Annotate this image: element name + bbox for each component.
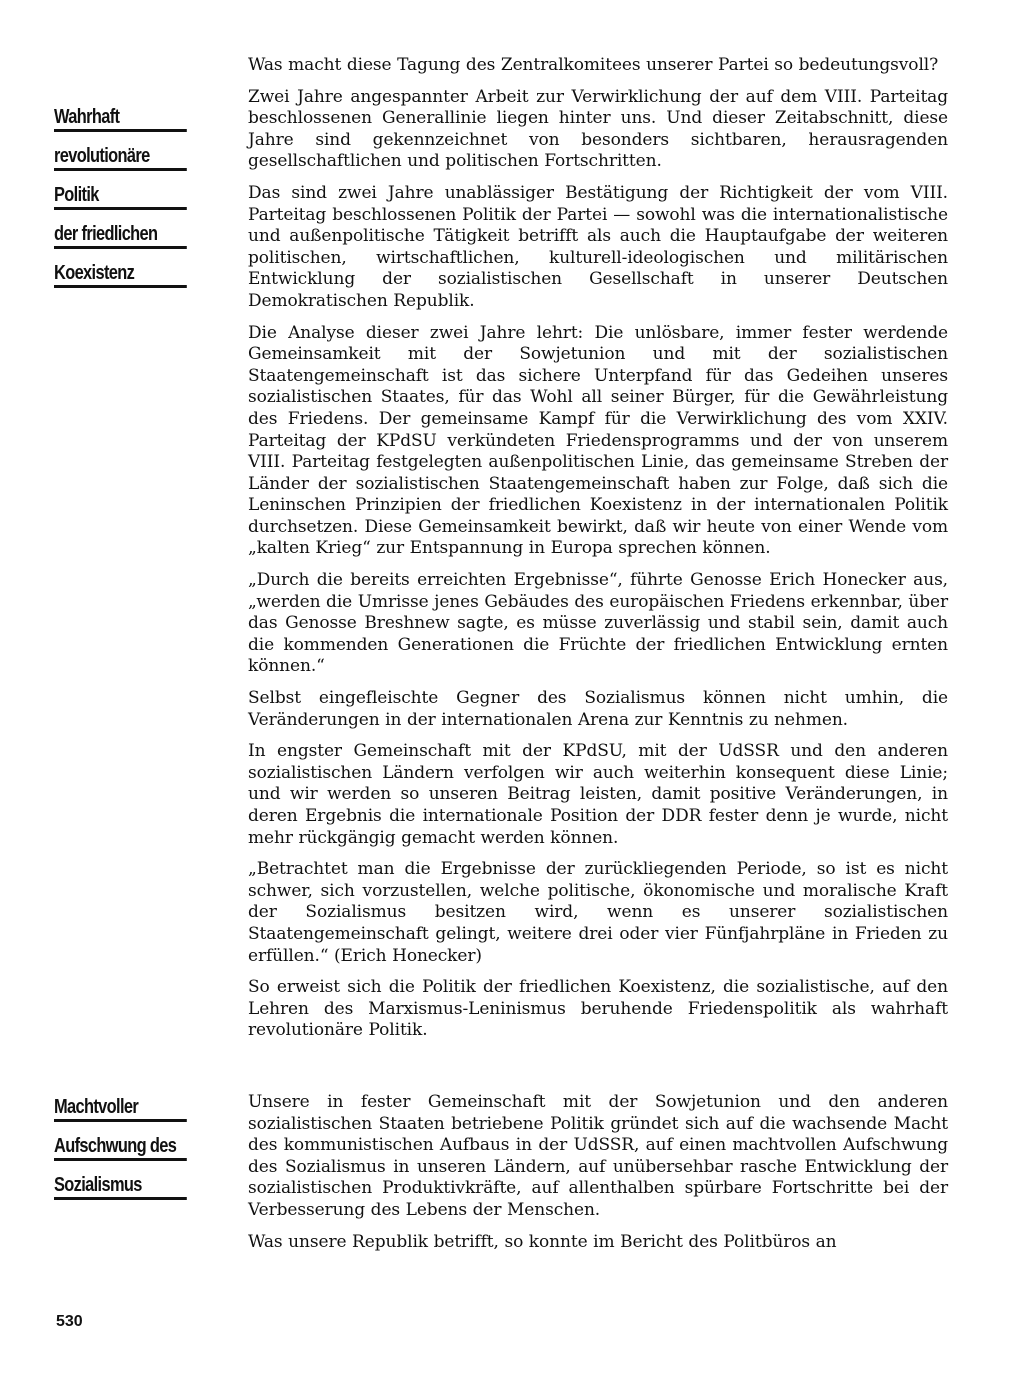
- heading-line: Wahrhaft: [54, 101, 187, 132]
- heading-line: Aufschwung des: [54, 1130, 187, 1161]
- paragraph: Unsere in fester Gemeinschaft mit der Sowjetunion und den anderen sozialistischen Staaten betriebene Politik gründet sich auf die wachsende Macht des kommunistischen Aufbaus in der UdSSR, auf einen machtvollen Aufschwung des Sozialismus in unseren Ländern, auf unübersehbar rasche Entwicklung der sozialistischen Produktivkräfte, auf allenthalben spürbare Fortschritte bei der Verbesserung des Lebens der Menschen.: [248, 1092, 948, 1220]
- paragraph: Was unsere Republik betrifft, so konnte im Bericht des Politbüros an: [248, 1231, 837, 1252]
- section-heading-aufschwung: [54, 1091, 220, 1208]
- page-number: 530: [56, 1313, 83, 1330]
- paragraph: In engster Gemeinschaft mit der KPdSU, mit der UdSSR und den anderen sozialistischen Ländern verfolgen wir auch weiterhin konsequent diese Linie; und wir werden so unseren Beitrag leisten, damit positive Veränderungen, in deren Ergebnis die internationale Position der DDR fester denn je wurde, nicht mehr rückgängig gemacht werden können.: [248, 741, 948, 848]
- paragraph: Selbst eingefleischte Gegner des Sozialismus können nicht umhin, die Veränderungen in der internationalen Arena zur Kenntnis zu nehmen.: [248, 688, 948, 730]
- paragraph: Was macht diese Tagung des Zentralkomitees unserer Partei so bedeutungsvoll?: [248, 55, 939, 75]
- heading-line: Koexistenz: [54, 257, 187, 288]
- paragraph: Zwei Jahre angespannter Arbeit zur Verwirklichung der auf dem VIII. Parteitag beschlossenen Generallinie liegen hinter uns. Und dieser Zeitabschnitt, diese Jahre sind gekennzeichnet von besonders sichtbaren, herausragenden gesellschaftlichen und politischen Fortschritten.: [248, 86, 948, 172]
- heading-line: der friedlichen: [54, 218, 187, 249]
- heading-line: revolutionäre: [54, 140, 187, 171]
- heading-line: Politik: [54, 179, 187, 210]
- paragraph: Die Analyse dieser zwei Jahre lehrt: Die unlösbare, immer fester werdende Gemeinsamkeit mit der Sowjetunion und mit der sozialistischen Staatengemeinschaft ist das sichere Unterpfand für das Gedeihen unseres sozialistischen Staates, für das Wohl all seiner Bürger, für die Gewährleistung des Friedens. Der gemeinsame Kampf für die Verwirklichung des vom XXIV. Parteitag der KPdSU verkündeten Friedensprogramms und der von unserem VIII. Parteitag festgelegten außenpolitischen Linie, das gemeinsame Streben der Länder der sozialistischen Staatengemeinschaft haben zur Folge, daß sich die Leninschen Prinzipien der friedlichen Koexistenz in der internationalen Politik durchsetzen. Diese Gemeinsamkeit bewirkt, daß wir heute von einer Wende vom „kalten Krieg“ zur Entspannung in Europa sprechen können.: [248, 322, 948, 559]
- heading-line: Machtvoller: [54, 1091, 187, 1122]
- paragraph: So erweist sich die Politik der friedlichen Koexistenz, die sozialistische, auf den Lehren des Marxismus-Leninismus beruhende Friedenspolitik als wahrhaft revolutionäre Politik.: [248, 977, 948, 1041]
- paragraph: „Durch die bereits erreichten Ergebnisse“, führte Genosse Erich Honecker aus, „werden die Umrisse jenes Gebäudes des europäischen Friedens erkennbar, über das Genosse Breshnew sagte, es müsse zuverlässig und stabil sein, damit auch die kommenden Generationen die Früchte der friedlichen Entwicklung ernten können.“: [248, 570, 948, 677]
- section-body-koexistenz: [248, 55, 948, 1052]
- paragraph: „Betrachtet man die Ergebnisse der zurückliegenden Periode, so ist es nicht schwer, sich vorzustellen, welche politische, ökonomische und moralische Kraft der Sozialismus besitzen wird, wenn es unserer sozialistischen Staatengemeinschaft gelingt, weitere drei oder vier Fünfjahrpläne in Frieden zu erfüllen.“ (Erich Honecker): [248, 859, 948, 966]
- section-heading-koexistenz: [54, 101, 220, 296]
- paragraph: Das sind zwei Jahre unablässiger Bestätigung der Richtigkeit der vom VIII. Parteitag beschlossenen Politik der Partei — sowohl was die internationalistische und außenpolitische Tätigkeit betrifft als auch die Hauptaufgabe der weiteren politischen, wirtschaftlichen, kulturell-ideologischen und militärischen Entwicklung der sozialistischen Gesellschaft in unserer Deutschen Demokratischen Republik.: [248, 182, 948, 311]
- section-body-aufschwung: [248, 1092, 948, 1263]
- heading-line: Sozialismus: [54, 1169, 187, 1200]
